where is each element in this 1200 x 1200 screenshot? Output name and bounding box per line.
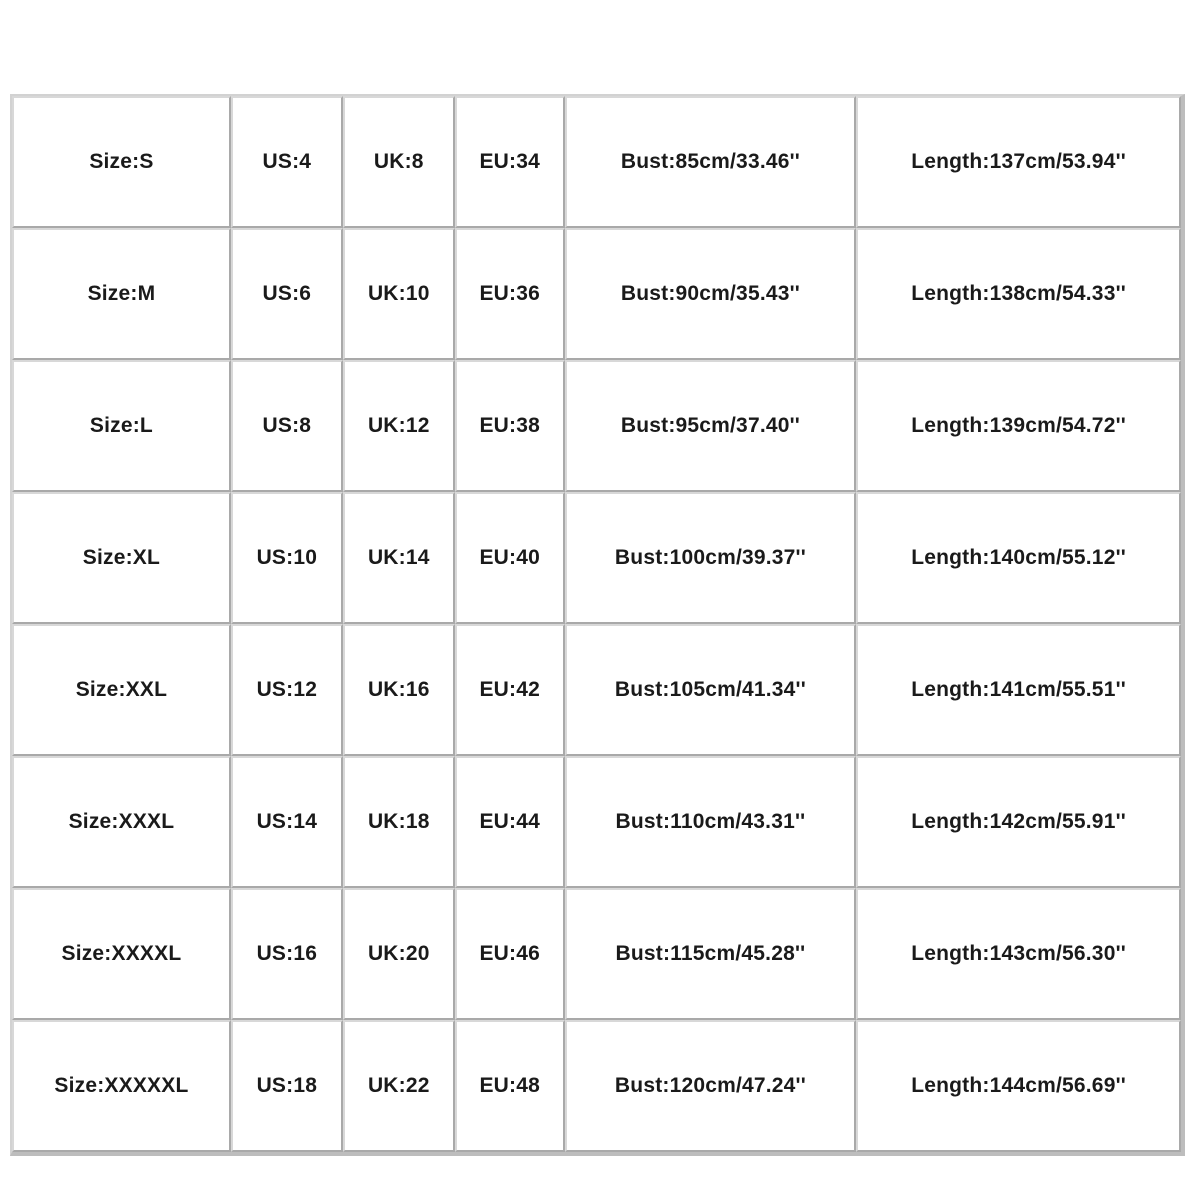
- size-row-xxxxxl: [12, 1020, 1181, 1152]
- eu-size-cell: EU:46: [455, 888, 565, 1020]
- size-row-s: [12, 96, 1181, 228]
- size-row-xl: [12, 492, 1181, 624]
- size-row-xxxl: [12, 756, 1181, 888]
- eu-size-cell: EU:42: [455, 624, 565, 756]
- size-cell: Size:S: [12, 96, 231, 228]
- size-cell: Size:XL: [12, 492, 231, 624]
- uk-size-cell: UK:14: [343, 492, 455, 624]
- bust-cell: Bust:115cm/45.28'': [565, 888, 856, 1020]
- bust-cell: Bust:110cm/43.31'': [565, 756, 856, 888]
- size-cell: Size:XXXXXL: [12, 1020, 231, 1152]
- bust-cell: Bust:105cm/41.34'': [565, 624, 856, 756]
- uk-size-cell: UK:16: [343, 624, 455, 756]
- size-cell: Size:XXL: [12, 624, 231, 756]
- us-size-cell: US:8: [231, 360, 343, 492]
- us-size-cell: US:6: [231, 228, 343, 360]
- uk-size-cell: UK:22: [343, 1020, 455, 1152]
- length-cell: Length:139cm/54.72'': [856, 360, 1181, 492]
- eu-size-cell: EU:34: [455, 96, 565, 228]
- length-cell: Length:142cm/55.91'': [856, 756, 1181, 888]
- uk-size-cell: UK:10: [343, 228, 455, 360]
- bust-cell: Bust:100cm/39.37'': [565, 492, 856, 624]
- us-size-cell: US:10: [231, 492, 343, 624]
- size-cell: Size:XXXL: [12, 756, 231, 888]
- length-cell: Length:140cm/55.12'': [856, 492, 1181, 624]
- us-size-cell: US:18: [231, 1020, 343, 1152]
- bust-cell: Bust:95cm/37.40'': [565, 360, 856, 492]
- uk-size-cell: UK:12: [343, 360, 455, 492]
- size-cell: Size:M: [12, 228, 231, 360]
- size-row-xxxxl: [12, 888, 1181, 1020]
- size-row-l: [12, 360, 1181, 492]
- length-cell: Length:141cm/55.51'': [856, 624, 1181, 756]
- length-cell: Length:138cm/54.33'': [856, 228, 1181, 360]
- bust-cell: Bust:85cm/33.46'': [565, 96, 856, 228]
- bust-cell: Bust:120cm/47.24'': [565, 1020, 856, 1152]
- size-row-m: [12, 228, 1181, 360]
- size-cell: Size:L: [12, 360, 231, 492]
- uk-size-cell: UK:20: [343, 888, 455, 1020]
- bust-cell: Bust:90cm/35.43'': [565, 228, 856, 360]
- us-size-cell: US:16: [231, 888, 343, 1020]
- length-cell: Length:137cm/53.94'': [856, 96, 1181, 228]
- size-cell: Size:XXXXL: [12, 888, 231, 1020]
- size-row-xxl: [12, 624, 1181, 756]
- uk-size-cell: UK:18: [343, 756, 455, 888]
- eu-size-cell: EU:40: [455, 492, 565, 624]
- length-cell: Length:143cm/56.30'': [856, 888, 1181, 1020]
- us-size-cell: US:4: [231, 96, 343, 228]
- us-size-cell: US:12: [231, 624, 343, 756]
- eu-size-cell: EU:44: [455, 756, 565, 888]
- uk-size-cell: UK:8: [343, 96, 455, 228]
- eu-size-cell: EU:38: [455, 360, 565, 492]
- eu-size-cell: EU:48: [455, 1020, 565, 1152]
- us-size-cell: US:14: [231, 756, 343, 888]
- size-chart-table: [10, 94, 1185, 1156]
- eu-size-cell: EU:36: [455, 228, 565, 360]
- length-cell: Length:144cm/56.69'': [856, 1020, 1181, 1152]
